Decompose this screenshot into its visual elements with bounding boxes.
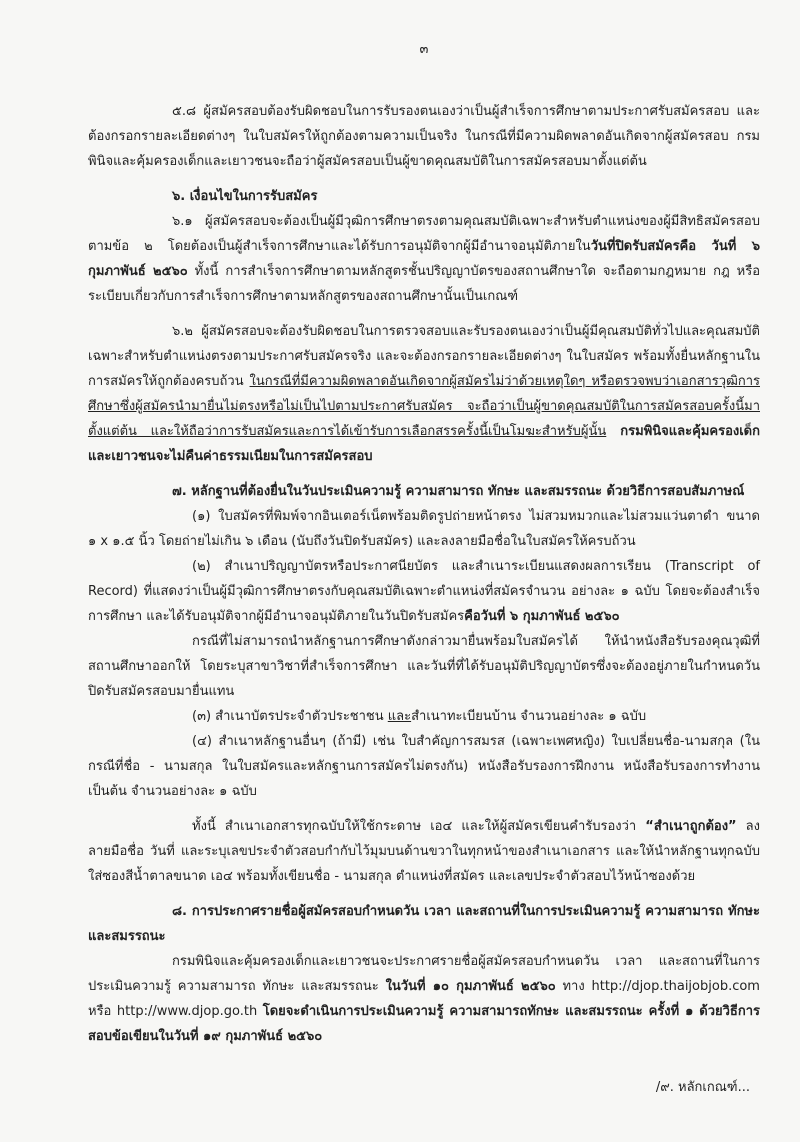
clause-7-note-rest: ลงลายมือชื่อ วันที่ และระบุเลขประจำตัวสอบกำกับไว้มุมบนด้านขวาในทุกหน้าของสำเนาเอกสาร และให้นำหลักฐานทุกฉบับใส่ซองสีน้ำตาลขนาด เอ๔ พร้อมทั้งเขียนชื่อ - นามสกุล ตำแหน่งที่สมัคร และเลขประจำตัวสอบไว้หน้าซองด้วย bbox=[88, 819, 760, 884]
section-6-heading: ๖. เงื่อนไขในการรับสมัคร bbox=[172, 189, 318, 204]
clause-7-note-text: ทั้งนี้ สำเนาเอกสารทุกฉบับให้ใช้กระดาษ เอ๔ และให้ผู้สมัครเขียนคำรับรองว่า bbox=[192, 819, 646, 834]
section-8-heading: ๘. การประกาศรายชื่อผู้สมัครสอบกำหนดวัน เวลา และสถานที่ในการประเมินความรู้ ความสามารถ ทักษะ และสมรรถนะ bbox=[88, 904, 760, 944]
clause-7-2-note: กรณีที่ไม่สามารถนำหลักฐานการศึกษาดังกล่าวมายื่นพร้อมใบสมัครได้ ให้นำหนังสือรับรองคุณวุฒิที่สถานศึกษาออกให้ โดยระบุสาขาวิชาที่สำเร็จการศึกษา และวันที่ที่ได้รับอนุมัติปริญญาบัตรซึ่งจะต้องอยู่ภายในกำหนดวันปิดรับสมัครสอบมายื่นแทน bbox=[88, 634, 760, 699]
clause-7-3-text: (๓) สำเนาบัตรประจำตัวประชาชน bbox=[192, 709, 388, 724]
closing-date: วันที่ปิดรับสมัครคือ วันที่ ๖ กุมภาพันธ์ ๒๕๖๐ bbox=[88, 239, 760, 279]
clause-7-3-rest: สำเนาทะเบียนบ้าน จำนวนอย่างละ ๑ ฉบับ bbox=[411, 709, 647, 724]
clause-8-1-text: กรมพินิจและคุ้มครองเด็กและเยาวชนจะประกาศรายชื่อผู้สมัครสอบกำหนดวัน เวลา และสถานที่ในการประเมินความรู้ ความสามารถ ทักษะ และสมรรถนะ bbox=[88, 954, 760, 994]
clause-7-3-and: และ bbox=[387, 709, 412, 724]
section-7-heading: ๗. หลักฐานที่ต้องยื่นในวันประเมินความรู้ ความสามารถ ทักษะ และสมรรถนะ ด้วยวิธีการสอบสัมภาษณ์ bbox=[172, 484, 745, 499]
clause-6-2-bold: กรมพินิจและคุ้มครองเด็กและเยาวชนจะไม่คืนค่าธรรมเนียมในการสมัครสอบ bbox=[88, 424, 760, 464]
clause-7-3 bbox=[88, 704, 760, 729]
clause-7-2-text: (๒) สำเนาปริญญาบัตรหรือประกาศนียบัตร และสำเนาระเบียนแสดงผลการเรียน (Transcript of Record) ที่แสดงว่าเป็นผู้มีวุฒิการศึกษาตรงกับคุณสมบัติเฉพาะตำแหน่งที่สมัครจำนวน อย่างละ ๑ ฉบับ โดยจะต้องสำเร็จการศึกษา และได้รับอนุมัติจากผู้มีอำนาจอนุมัติภายในวันปิดรับสมัคร bbox=[88, 559, 760, 624]
certified-copy-label: “สำเนาถูกต้อง” bbox=[645, 819, 737, 834]
clause-5-8: ๕.๘ ผู้สมัครสอบต้องรับผิดชอบในการรับรองตนเองว่าเป็นผู้สำเร็จการศึกษาตามประกาศรับสมัครสอบ และต้องกรอกรายละเอียดต่างๆ ในใบสมัครให้ถูกต้องตามความเป็นจริง ในกรณีที่มีความผิดพลาดอันเกิดจากผู้สมัครสอบ กรมพินิจและคุ้มครองเด็กและเยาวชนจะถือว่าผู้สมัครสอบเป็นผู้ขาดคุณสมบัติในการสมัครสอบมาตั้งแต่ต้น bbox=[88, 104, 760, 169]
clause-6-2 bbox=[88, 319, 760, 469]
continuation-footer: /๙. หลักเกณฑ์... bbox=[655, 1080, 750, 1095]
announcement-date: ในวันที่ ๑๐ กุมภาพันธ์ ๒๕๖๐ bbox=[385, 979, 556, 994]
page-number: ๓ bbox=[419, 42, 429, 57]
clause-8-1 bbox=[88, 949, 760, 1049]
clause-6-1-rest: ทั้งนี้ การสำเร็จการศึกษาตามหลักสูตรชั้นปริญญาบัตรของสถานศึกษาใด จะถือตามกฎหมาย กฎ หรือระเบียบเกี่ยวกับการสำเร็จการศึกษาตามหลักสูตรของสถานศึกษานั้นเป็นเกณฑ์ bbox=[88, 264, 760, 304]
clause-6-1 bbox=[88, 209, 760, 309]
clause-6-1-text: ๖.๑ ผู้สมัครสอบจะต้องเป็นผู้มีวุฒิการศึกษาตรงตามคุณสมบัติเฉพาะสำหรับตำแหน่งของผู้มีสิทธิสมัครสอบตามข้อ ๒ โดยต้องเป็นผู้สำเร็จการศึกษาและได้รับการอนุมัติจากผู้มีอำนาจอนุมัติภายใน bbox=[88, 214, 760, 254]
clause-7-2-date: คือวันที่ ๖ กุมภาพันธ์ ๒๕๖๐ bbox=[464, 609, 620, 624]
clause-7-2 bbox=[88, 554, 760, 629]
clause-7-4: (๔) สำเนาหลักฐานอื่นๆ (ถ้ามี) เช่น ใบสำคัญการสมรส (เฉพาะเพศหญิง) ใบเปลี่ยนชื่อ-นามสกุล (ในกรณีที่ชื่อ - นามสกุล ในใบสมัครและหลักฐานการสมัครไม่ตรงกัน) หนังสือรับรองการฝึกงาน หนังสือรับรองการทำงาน เป็นต้น จำนวนอย่างละ ๑ ฉบับ bbox=[88, 734, 760, 799]
clause-6-2-text: ๖.๒ ผู้สมัครสอบจะต้องรับผิดชอบในการตรวจสอบและรับรองตนเองว่าเป็นผู้มีคุณสมบัติทั่วไปและคุณสมบัติเฉพาะสำหรับตำแหน่งตรงตามประกาศรับสมัครจริง และจะต้องกรอกรายละเอียดต่างๆ ในใบสมัคร พร้อมทั้งยื่นหลักฐานในการสมัครให้ถูกต้องครบถ้วน bbox=[88, 324, 760, 389]
clause-6-2-underlined: ในกรณีที่มีความผิดพลาดอันเกิดจากผู้สมัครไม่ว่าด้วยเหตุใดๆ หรือตรวจพบว่าเอกสารวุฒิการศึกษาซึ่งผู้สมัครนำมายื่นไม่ตรงหรือไม่เป็นไปตามประกาศรับสมัคร จะถือว่าเป็นผู้ขาดคุณสมบัติในการสมัครสอบครั้งนี้มาตั้งแต่ต้น และให้ถือว่าการรับสมัครและการได้เข้ารับการเลือกสรรครั้งนี้เป็นโมฆะสำหรับผู้นั้น bbox=[88, 374, 760, 439]
clause-7-note bbox=[88, 814, 760, 889]
exam-date-statement: โดยจะดำเนินการประเมินความรู้ ความสามารถทักษะ และสมรรถนะ ครั้งที่ ๑ ด้วยวิธีการสอบข้อเขียนในวันที่ ๑๙ กุมภาพันธ์ ๒๕๖๐ bbox=[88, 1004, 761, 1044]
clause-7-1: (๑) ใบสมัครที่พิมพ์จากอินเตอร์เน็ตพร้อมติดรูปถ่ายหน้าตรง ไม่สวมหมวกและไม่สวมแว่นตาดำ ขนาด ๑ x ๑.๕ นิ้ว โดยถ่ายไม่เกิน ๖ เดือน (นับถึงวันปิดรับสมัคร) และลงลายมือชื่อในใบสมัครให้ครบถ้วน bbox=[88, 509, 760, 549]
announcement-urls: ทาง http://djop.thaijobjob.com หรือ http://www.djop.go.th bbox=[88, 979, 760, 1019]
